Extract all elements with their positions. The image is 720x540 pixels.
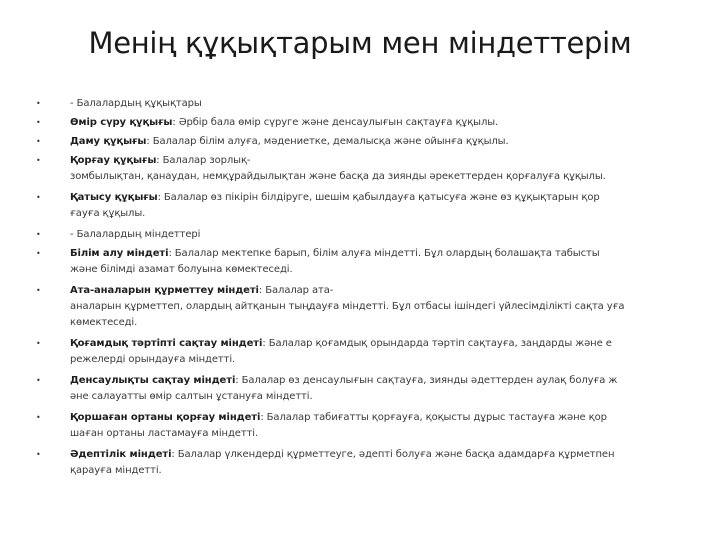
item-text: : Әрбір бала өмір сүруге және денсаулығын сақтауға құқылы. (172, 117, 499, 128)
bullet-icon: • (36, 99, 41, 108)
list-item (36, 190, 686, 222)
list-item (36, 246, 686, 278)
item-text: : Балалар өз пікірін білдіруге, шешім қабылдауға қатысуға және өз құқықтарын қор (157, 192, 600, 203)
item-lead: Қоғамдық тәртіпті сақтау міндеті (70, 338, 263, 349)
item-lead: Білім алу міндеті (70, 248, 169, 259)
item-text: : Балалар табиғатты қорғауға, қоқысты дұрыс тастауға және қор (260, 412, 607, 423)
item-text: : Балалар ата- (258, 285, 334, 296)
item-text: : Балалар үлкендерді құрметтеуге, әдепті болуға және басқа адамдарға құрметпен (171, 449, 615, 460)
item-continuation: қарауға міндетті. (70, 465, 162, 476)
bullet-icon: • (36, 118, 41, 127)
list-item (36, 373, 686, 405)
item-continuation: режелерді орындауға міндетті. (70, 354, 236, 365)
item-lead: Әдептілік міндеті (70, 449, 172, 460)
bullet-icon: • (36, 193, 41, 202)
item-lead: Өмір сүру құқығы (70, 117, 173, 128)
list-item (36, 336, 686, 368)
bullet-icon: • (36, 339, 41, 348)
item-text: : Балалар мектепке барып, білім алуға міндетті. Бұл олардың болашақта табысты (168, 248, 600, 259)
item-continuation: зомбылықтан, қанаудан, немқұрайдылықтан және басқа да зиянды әрекеттерден қорғалуға құқылы. (70, 171, 606, 182)
item-continuation: ғауға құқылы. (70, 208, 146, 219)
item-lead: Қатысу құқығы (70, 192, 158, 203)
item-text: : Балалар зорлық- (156, 155, 251, 166)
item-continuation: аналарын құрметтеп, олардың айтқанын тыңдауға міндетті. Бұл отбасы ішіндегі үйлесімділікті сақта уға көмектеседі. (70, 301, 625, 328)
list-item (36, 115, 686, 131)
list-item (36, 96, 686, 112)
bullet-icon: • (36, 249, 41, 258)
item-lead: Даму құқығы (70, 136, 147, 147)
bullet-icon: • (36, 137, 41, 146)
item-lead: Ата-аналарын құрметтеу міндеті (70, 285, 259, 296)
item-text: : Балалар қоғамдық орындарда тәртіп сақтауға, заңдарды және е (262, 338, 612, 349)
list-item (36, 134, 686, 150)
bullet-icon: • (36, 413, 41, 422)
list-item (36, 283, 686, 331)
item-text: - Балалардың құқықтары (70, 98, 202, 109)
item-text: - Балалардың міндеттері (70, 229, 201, 240)
bullet-list (36, 96, 686, 479)
item-continuation: әне салауатты өмір салтын ұстануға міндетті. (70, 391, 313, 402)
list-item (36, 153, 686, 185)
item-lead: Денсаулықты сақтау міндеті (70, 375, 236, 386)
item-lead: Қорғау құқығы (70, 155, 157, 166)
bullet-icon: • (36, 230, 41, 239)
list-item (36, 447, 686, 479)
list-item (36, 227, 686, 243)
bullet-icon: • (36, 450, 41, 459)
bullet-icon: • (36, 156, 41, 165)
item-text: : Балалар білім алуға, мәдениетке, демалысқа және ойынға құқылы. (146, 136, 509, 147)
item-continuation: шаған ортаны ластамауға міндетті. (70, 428, 259, 439)
bullet-icon: • (36, 376, 41, 385)
item-text: : Балалар өз денсаулығын сақтауға, зиянды әдеттерден аулақ болуға ж (235, 375, 618, 386)
slide-title: Менің құқықтарым мен міндеттерім (88, 26, 632, 60)
item-continuation: және білімді азамат болуына көмектеседі. (70, 264, 293, 275)
list-item (36, 410, 686, 442)
bullet-icon: • (36, 286, 41, 295)
item-lead: Қоршаған ортаны қорғау міндеті (70, 412, 261, 423)
